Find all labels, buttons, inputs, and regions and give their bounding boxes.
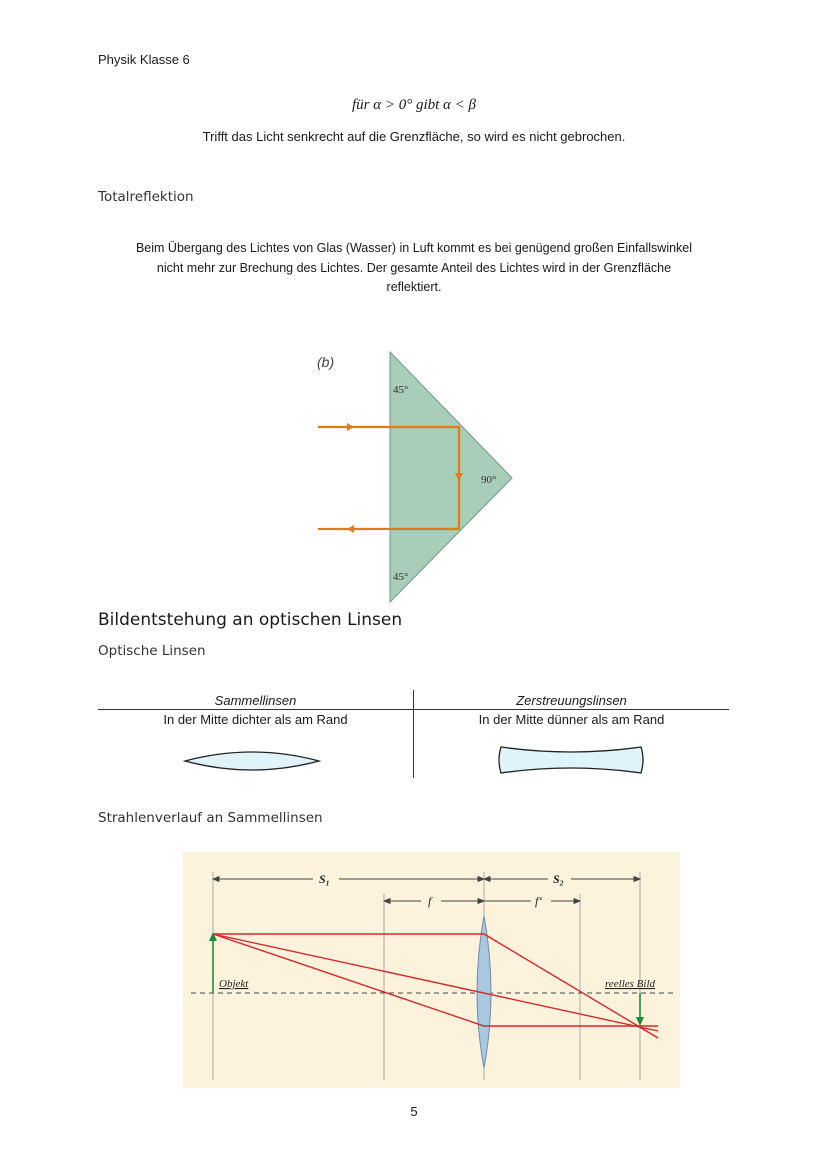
note-perpendicular: Trifft das Licht senkrecht auf die Grenzfläche, so wird es nicht gebrochen.: [202, 129, 626, 144]
ray-diagram: [183, 852, 680, 1088]
angle-right: 90°: [481, 474, 497, 486]
lens-title-zerstreuungslinsen: Zerstreuungslinsen: [516, 693, 627, 708]
prism-label: (b): [317, 354, 335, 370]
label-real-image: reelles Bild: [605, 978, 655, 990]
formula: für α > 0° gibt α < β: [351, 97, 477, 113]
label-s2: S₂: [553, 872, 564, 886]
label-s1: S₁: [319, 872, 330, 886]
lens-desc-sammellinsen: In der Mitte dichter als am Rand: [163, 712, 348, 727]
prism-diagram: [300, 345, 530, 610]
ray-arrow-in: [347, 423, 354, 431]
ray-arrow-out: [347, 525, 354, 533]
section-heading-totalreflektion: Totalreflektion: [98, 189, 194, 205]
lens-desc-zerstreuungslinsen: In der Mitte dünner als am Rand: [478, 712, 665, 727]
page-number: 5: [410, 1104, 418, 1119]
angle-top: 45°: [393, 384, 409, 396]
section-heading-strahlenverlauf: Strahlenverlauf an Sammellinsen: [98, 810, 323, 826]
concave-lens-shape: [493, 743, 649, 777]
ray-diagram-background: [183, 852, 680, 1088]
section-heading-optische-linsen: Optische Linsen: [98, 643, 206, 659]
label-object: Objekt: [219, 978, 249, 990]
label-f: f: [428, 894, 432, 908]
paragraph-line: reflektiert.: [386, 280, 442, 294]
label-f-prime: f‘: [535, 894, 543, 908]
table-divider-vertical: [413, 690, 414, 778]
convex-lens-shape: [180, 745, 325, 777]
lens-title-sammellinsen: Sammellinsen: [214, 693, 297, 708]
page-header: Physik Klasse 6: [98, 52, 190, 67]
angle-bottom: 45°: [393, 571, 409, 583]
paragraph-line: nicht mehr zur Brechung des Lichtes. Der gesamte Anteil des Lichtes wird in der Grenzfläche: [156, 260, 672, 275]
paragraph-line: Beim Übergang des Lichtes von Glas (Wasser) in Luft kommt es bei genügend großen Einfallswinkel: [135, 241, 693, 255]
heading-lenses: Bildentstehung an optischen Linsen: [98, 610, 403, 630]
paragraph-totalreflektion: [100, 239, 728, 298]
